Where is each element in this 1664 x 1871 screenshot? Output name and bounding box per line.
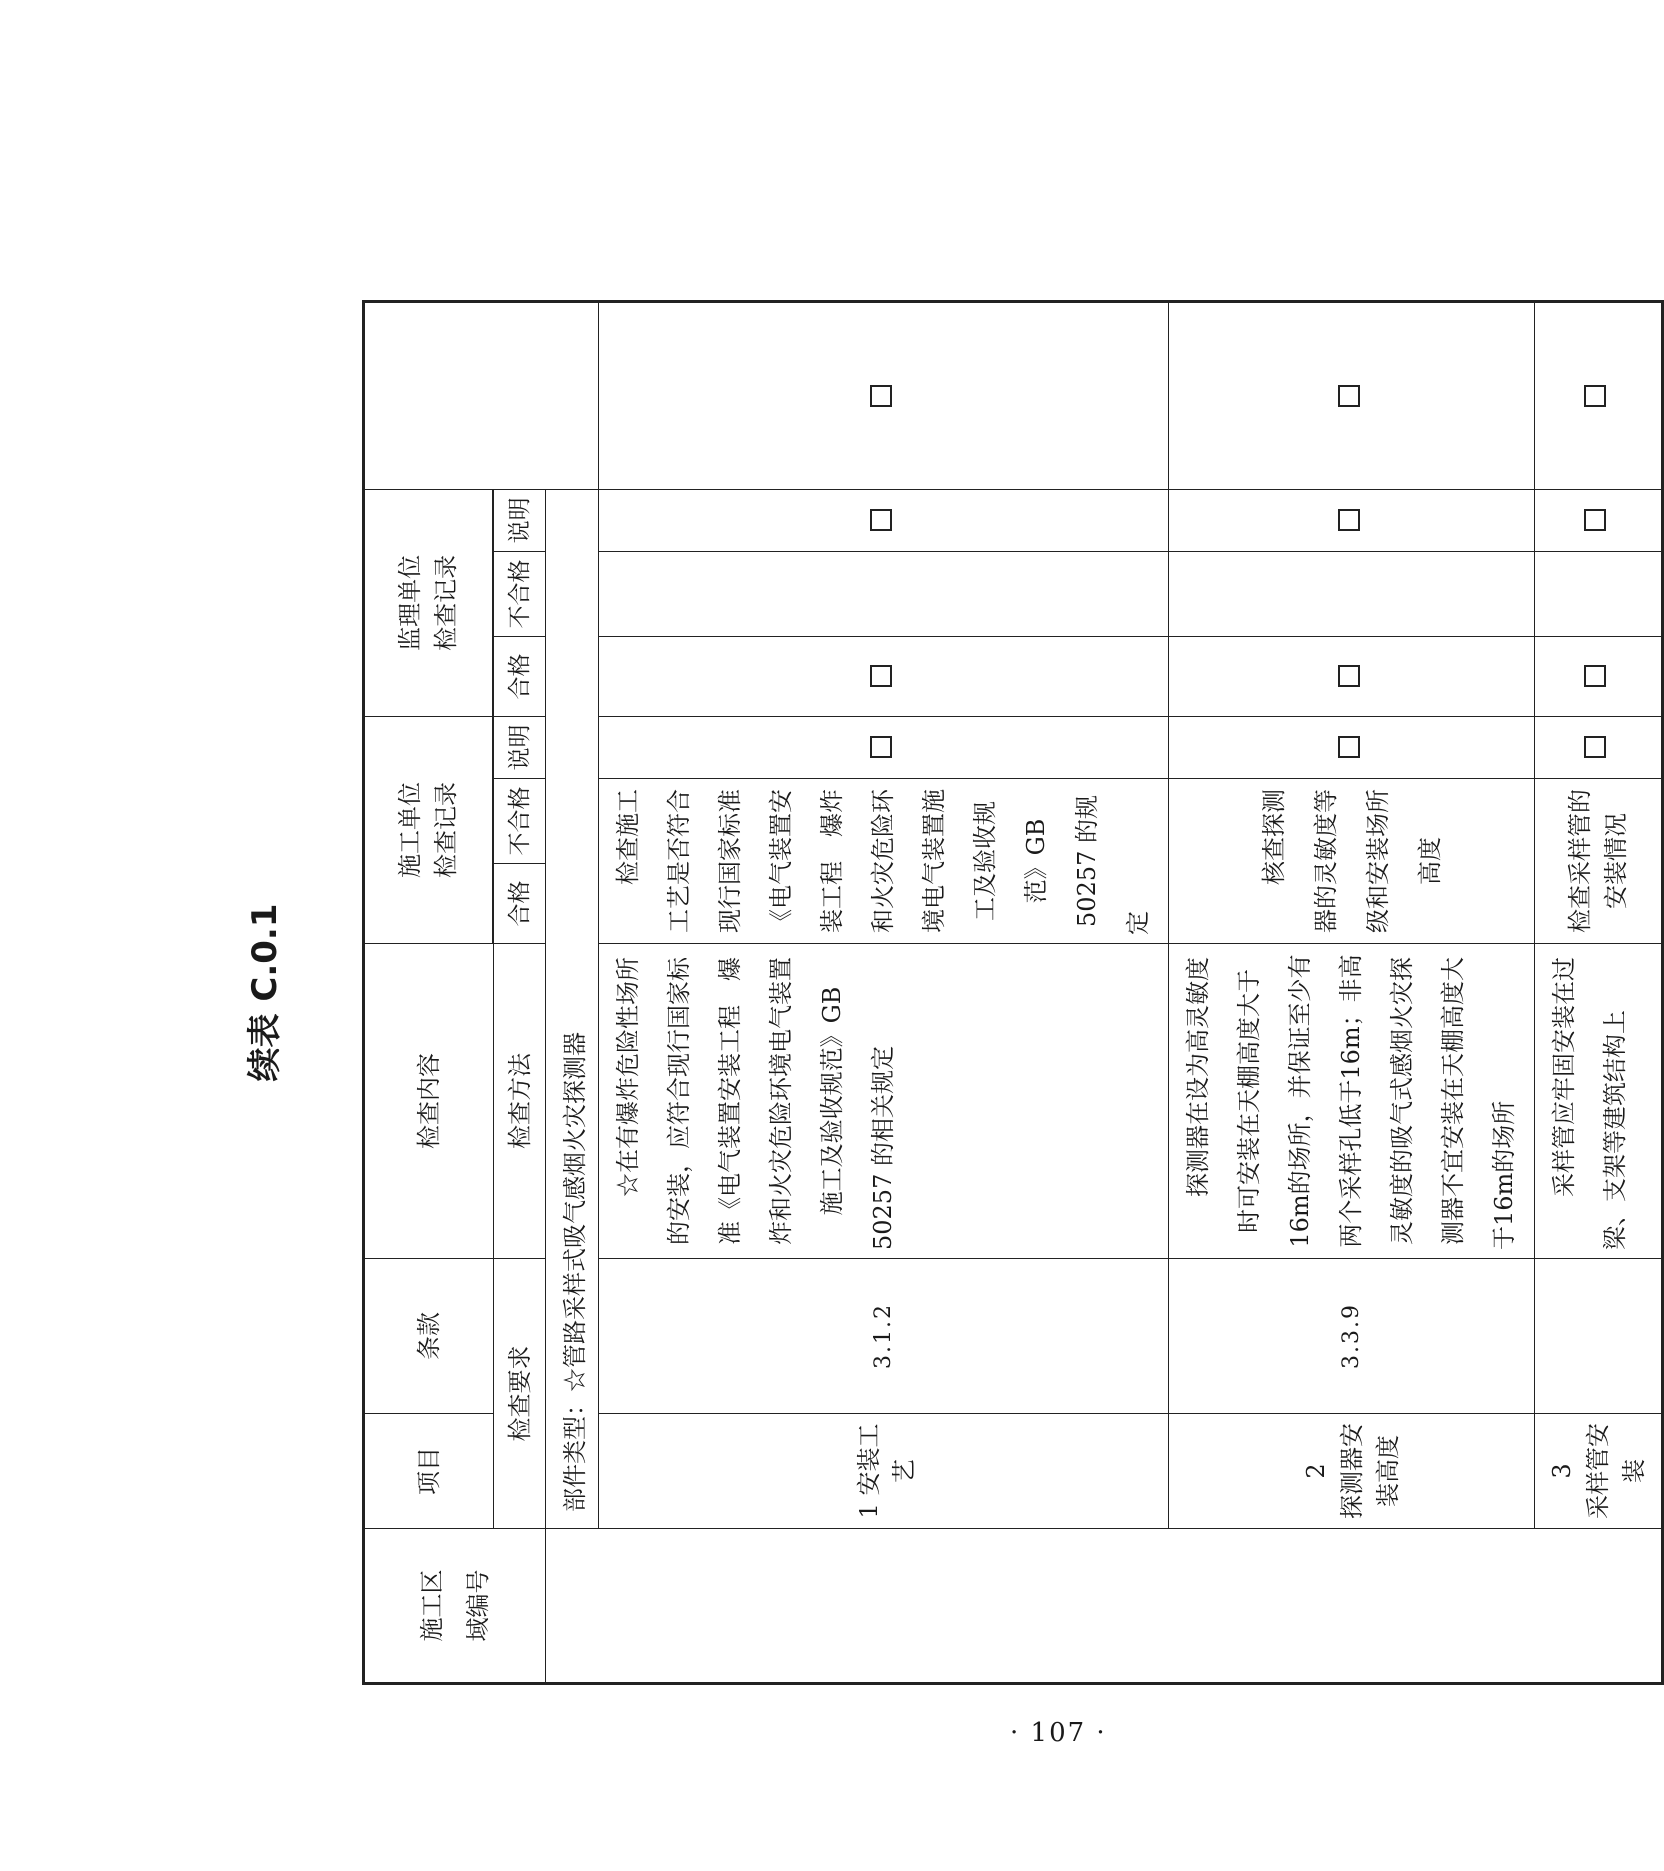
row-2-sv-fail[interactable] bbox=[1169, 302, 1535, 490]
requirement-header bbox=[494, 1259, 546, 1529]
construction-pass-header: 合格 bbox=[494, 863, 546, 943]
checkbox[interactable] bbox=[1338, 509, 1360, 531]
checkbox[interactable] bbox=[1338, 665, 1360, 687]
supervision-note-header: 说明 bbox=[494, 489, 546, 551]
checkbox[interactable] bbox=[870, 665, 892, 687]
checkbox[interactable] bbox=[1338, 385, 1360, 407]
row-3-sv-fail[interactable] bbox=[1535, 302, 1663, 490]
row-3-cu-note bbox=[1535, 551, 1663, 636]
row-2-cu-pass[interactable] bbox=[1169, 716, 1535, 778]
method-header: 检查方法 bbox=[494, 943, 546, 1258]
checkbox[interactable] bbox=[1584, 385, 1606, 407]
row-2-cu-fail[interactable] bbox=[1169, 636, 1535, 716]
table-row bbox=[1169, 302, 1535, 1684]
row-3-cu-fail[interactable] bbox=[1535, 636, 1663, 716]
row-1-method: 检查施工工艺是否符合现行国家标准《电气装置安装工程 爆炸和火灾危险环境电气装置施工及验收规范》GB 50257 的规定 bbox=[599, 778, 1169, 943]
row-2-clause: 3.3.9 bbox=[1169, 1259, 1535, 1414]
checkbox[interactable] bbox=[1338, 736, 1360, 758]
page-title: 续表 C.0.1 bbox=[245, 903, 285, 1082]
zone-header: 施工区域编号 bbox=[364, 1529, 546, 1684]
table-row bbox=[1535, 302, 1663, 1684]
component-type: 部件类型：☆管路采样式吸气感烟火灾探测器 bbox=[546, 489, 599, 1528]
row-1-cu-fail[interactable] bbox=[599, 636, 1169, 716]
table-row bbox=[599, 302, 1169, 1684]
checkbox[interactable] bbox=[870, 736, 892, 758]
row-1-cu-pass[interactable] bbox=[599, 716, 1169, 778]
row-3-cu-pass[interactable] bbox=[1535, 716, 1663, 778]
item-clause-header-wrap bbox=[364, 943, 494, 1528]
row-1-clause: 3.1.2 bbox=[599, 1259, 1169, 1414]
item-header: 项目 bbox=[365, 1414, 493, 1529]
row-1-sv-fail[interactable] bbox=[599, 302, 1169, 490]
row-2-method: 核查探测器的灵敏度等级和安装场所高度 bbox=[1169, 778, 1535, 943]
construction-note-header: 说明 bbox=[494, 716, 546, 778]
checkbox[interactable] bbox=[1584, 665, 1606, 687]
supervision-pass-header: 合格 bbox=[494, 636, 546, 716]
supervision-unit-header: 监理单位检查记录 bbox=[364, 489, 493, 716]
checkbox[interactable] bbox=[870, 385, 892, 407]
construction-unit-header: 施工单位检查记录 bbox=[364, 716, 493, 943]
checkbox[interactable] bbox=[1584, 736, 1606, 758]
row-2-item: 2 探测器安装高度 bbox=[1169, 1414, 1535, 1529]
checkbox[interactable] bbox=[1584, 509, 1606, 531]
row-1-item: 1 安装工艺 bbox=[599, 1414, 1169, 1529]
requirement-header-label: 检查要求 bbox=[505, 1345, 534, 1442]
row-3-clause bbox=[1535, 1259, 1663, 1414]
row-2-cu-note bbox=[1169, 551, 1535, 636]
row-1-cu-note bbox=[599, 551, 1169, 636]
row-1-sv-pass[interactable] bbox=[599, 489, 1169, 551]
page-number: · 107 · bbox=[1010, 1718, 1107, 1748]
row-2-requirement: 探测器在设为高灵敏度时可安装在天棚高度大于16m的场所，并保证至少有两个采样孔低于16m；非高灵敏度的吸气式感烟火灾探测器不宜安装在天棚高度大于16m的场所 bbox=[1169, 943, 1535, 1258]
row-3-sv-pass[interactable] bbox=[1535, 489, 1663, 551]
inspection-table bbox=[362, 300, 1664, 1685]
checkbox[interactable] bbox=[870, 509, 892, 531]
zone-cell bbox=[546, 1529, 1663, 1684]
construction-fail-header: 不合格 bbox=[494, 778, 546, 863]
row-3-item: 3 采样管安装 bbox=[1535, 1414, 1663, 1529]
supervision-fail-header: 不合格 bbox=[494, 551, 546, 636]
row-3-requirement: 采样管应牢固安装在过梁、支架等建筑结构上 bbox=[1535, 943, 1663, 1258]
content-header: 检查内容 bbox=[415, 1052, 443, 1149]
rotated-page bbox=[245, 300, 1648, 1685]
row-2-sv-pass[interactable] bbox=[1169, 489, 1535, 551]
clause-header: 条款 bbox=[365, 1259, 493, 1414]
row-3-method: 检查采样管的安装情况 bbox=[1535, 778, 1663, 943]
row-1-requirement: ☆在有爆炸危险性场所的安装，应符合现行国家标准《电气装置安装工程 爆炸和火灾危险环境电气装置施工及验收规范》GB 50257 的相关规定 bbox=[599, 943, 1169, 1258]
